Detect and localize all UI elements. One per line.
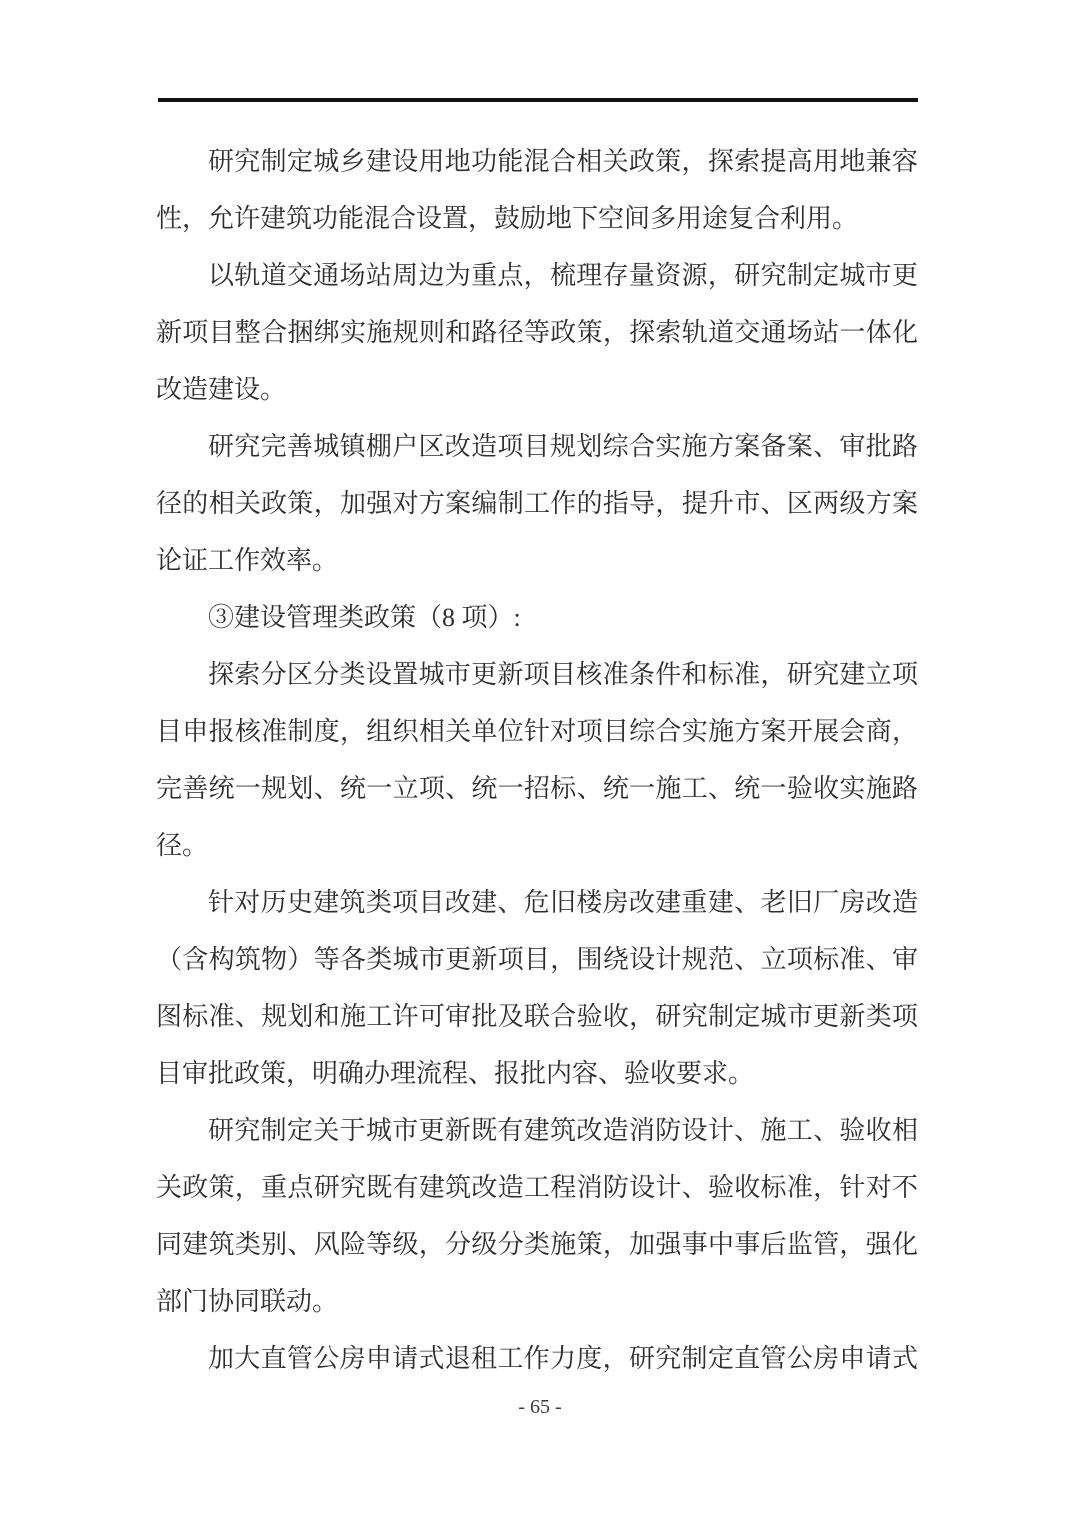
paragraph xyxy=(156,1330,918,1387)
text-line: 部门协同联动。 xyxy=(156,1287,339,1316)
text-line: 论证工作效率。 xyxy=(156,546,339,575)
text-line: 完善统一规划、统一立项、统一招标、统一施工、统一验收实施路 xyxy=(156,774,918,803)
page-footer xyxy=(0,1396,1080,1419)
paragraph xyxy=(156,247,918,418)
text-line: ③建设管理类政策（8 项）: xyxy=(208,603,521,632)
text-line: 探索分区分类设置城市更新项目核准条件和标准，研究建立项 xyxy=(208,660,918,689)
text-line: 目审批政策，明确办理流程、报批内容、验收要求。 xyxy=(156,1059,755,1088)
text-line: 研究制定城乡建设用地功能混合相关政策，探索提高用地兼容 xyxy=(208,147,918,176)
text-line: 研究制定关于城市更新既有建筑改造消防设计、施工、验收相 xyxy=(208,1116,918,1145)
text-line: 新项目整合捆绑实施规则和路径等政策，探索轨道交通场站一体化 xyxy=(156,318,918,347)
paragraph xyxy=(156,589,918,646)
text-line: 同建筑类别、风险等级，分级分类施策，加强事中事后监管，强化 xyxy=(156,1230,918,1259)
text-line: 针对历史建筑类项目改建、危旧楼房改建重建、老旧厂房改造 xyxy=(208,888,918,917)
text-line: 性，允许建筑功能混合设置，鼓励地下空间多用途复合利用。 xyxy=(156,204,859,233)
paragraph xyxy=(156,1102,918,1330)
text-line: 研究完善城镇棚户区改造项目规划综合实施方案备案、审批路 xyxy=(208,432,918,461)
text-line: 目申报核准制度，组织相关单位针对项目综合实施方案开展会商， xyxy=(156,717,918,746)
paragraph xyxy=(156,874,918,1102)
text-line: 以轨道交通场站周边为重点，梳理存量资源，研究制定城市更 xyxy=(208,261,918,290)
text-line: 径。 xyxy=(156,831,209,860)
text-line: 关政策，重点研究既有建筑改造工程消防设计、验收标准，针对不 xyxy=(156,1173,918,1202)
text-line: （含构筑物）等各类城市更新项目，围绕设计规范、立项标准、审 xyxy=(156,945,918,974)
paragraph xyxy=(156,646,918,874)
text-line: 径的相关政策，加强对方案编制工作的指导，提升市、区两级方案 xyxy=(156,489,918,518)
text-line: 图标准、规划和施工许可审批及联合验收，研究制定城市更新类项 xyxy=(156,1002,918,1031)
text-line: 改造建设。 xyxy=(156,375,287,404)
page-number: - 65 - xyxy=(518,1396,562,1418)
text-line: 加大直管公房申请式退租工作力度，研究制定直管公房申请式 xyxy=(208,1344,918,1373)
header-rule xyxy=(158,98,918,102)
paragraph xyxy=(156,133,918,247)
paragraph xyxy=(156,418,918,589)
document-body xyxy=(156,133,918,1387)
